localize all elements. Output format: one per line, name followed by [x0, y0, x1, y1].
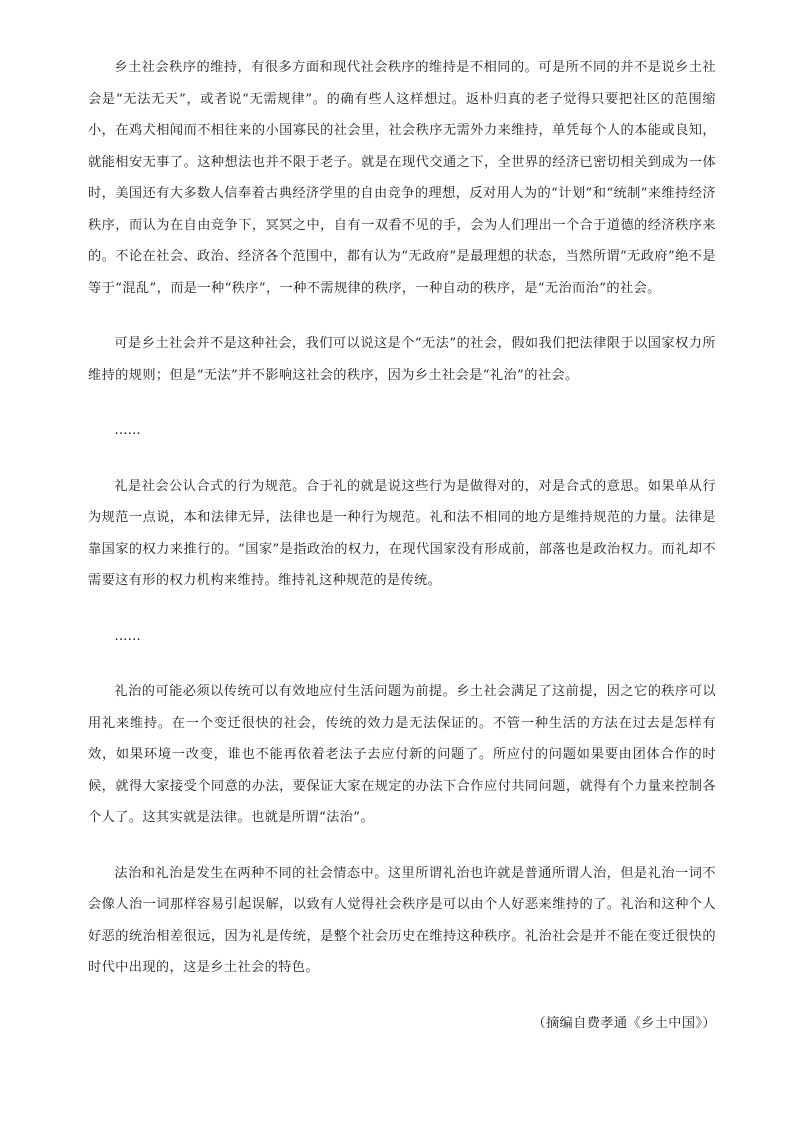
source-citation: （摘编自费孝通《乡土中国》） — [532, 1015, 716, 1031]
paragraph-1: 乡土社会秩序的维持，有很多方面和现代社会秩序的维持是不相同的。可是所不同的并不是说乡土社会是“无法无天”，或者说“无需规律”。的确有些人这样想过。返朴归真的老子觉得只要把社区的范围缩小，在鸡犬相闻而不相往来的小国寡民的社会里，社会秩序无需外力来维持，单凭每个人的本能或良知，就能相安无事了。这种想法也并不限于老子。就是在现代交通之下，全世界的经济已密切相关到成为一体时，美国还有大多数人信奉着古典经济学里的自由竞争的理想，反对用人为的“计划”和“统制”来维持经济秩序，而认为在自由竞争下，冥冥之中，自有一双看不见的手，会为人们理出一个合于道德的经济秩序来的。不论在社会、政治、经济各个范围中，都有认为“无政府”是最理想的状态，当然所谓“无政府”绝不是等于“混乱”，而是一种“秩序”，一种不需规律的秩序，一种自动的秩序，是“无治而治”的社会。 — [88, 60, 716, 296]
document-page — [88, 52, 716, 1039]
ellipsis-2: …… — [114, 628, 141, 644]
paragraph-5: 法治和礼治是发生在两种不同的社会情态中。这里所谓礼治也许就是普通所谓人治，但是礼治一词不会像人治一词那样容易引起误解，以致有人觉得社会秩序是可以由个人好恶来维持的了。礼治和这种个人好恶的统治相差很远，因为礼是传统，是整个社会历史在维持这种秩序。礼治社会是并不能在变迁很快的时代中出现的，这是乡土社会的特色。 — [88, 865, 716, 975]
ellipsis-1: …… — [114, 423, 141, 438]
paragraph-3: 礼是社会公认合式的行为规范。合于礼的就是说这些行为是做得对的，对是合式的意思。如果单从行为规范一点说，本和法律无异，法律也是一种行为规范。礼和法不相同的地方是维持规范的力量。法律是靠国家的权力来推行的。“国家”是指政治的权力，在现代国家没有形成前，部落也是政治权力。而礼却不需要这有形的权力机构来维持。维持礼这种规范的是传统。 — [88, 478, 716, 588]
paragraph-4: 礼治的可能必须以传统可以有效地应付生活问题为前提。乡土社会满足了这前提，因之它的秩序可以用礼来维持。在一个变迁很快的社会，传统的效力是无法保证的。不管一种生活的方法在过去是怎样有效，如果环境一改变，谁也不能再依着老法子去应付新的问题了。所应付的问题如果要由团体合作的时候，就得大家接受个同意的办法，要保证大家在规定的办法下合作应付共同问题，就得有个力量来控制各个人了。这其实就是法律。也就是所谓“法治”。 — [88, 684, 716, 825]
paragraph-2: 可是乡土社会并不是这种社会，我们可以说这是个“无法”的社会，假如我们把法律限于以国家权力所维持的规则；但是“无法”并不影响这社会的秩序，因为乡土社会是“礼治”的社会。 — [88, 336, 716, 383]
